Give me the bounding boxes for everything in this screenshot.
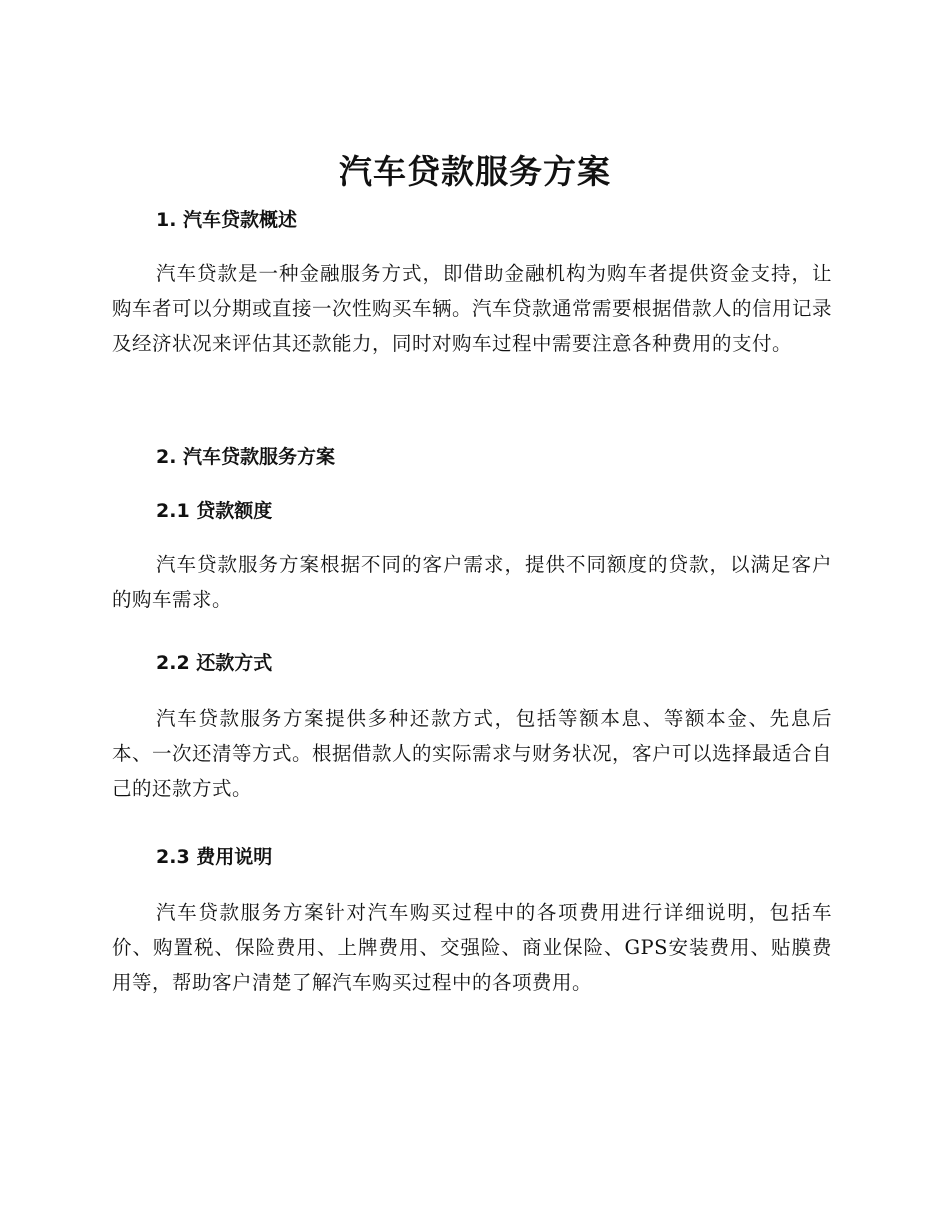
section-heading-loan-amount: 2.1 贷款额度 xyxy=(156,500,273,522)
section-heading-repayment: 2.2 还款方式 xyxy=(156,652,273,674)
section-paragraph-overview: 汽车贷款是一种金融服务方式，即借助金融机构为购车者提供资金支持，让购车者可以分期或直接一次性购买车辆。汽车贷款通常需要根据借款人的信用记录及经济状况来评估其还款能力，同时对购车过程中需要注意各种费用的支付。 xyxy=(112,262,833,355)
section-paragraph-repayment: 汽车贷款服务方案提供多种还款方式，包括等额本息、等额本金、先息后本、一次还清等方式。根据借款人的实际需求与财务状况，客户可以选择最适合自己的还款方式。 xyxy=(112,707,833,800)
document-title: 汽车贷款服务方案 xyxy=(339,152,611,191)
section-heading-fees: 2.3 费用说明 xyxy=(156,846,273,868)
section-heading-overview: 1. 汽车贷款概述 xyxy=(156,209,298,231)
section-paragraph-fees: 汽车贷款服务方案针对汽车购买过程中的各项费用进行详细说明，包括车价、购置税、保险费用、上牌费用、交强险、商业保险、GPS安装费用、贴膜费用等，帮助客户清楚了解汽车购买过程中的各项费用。 xyxy=(112,901,832,994)
section-heading-service-plan: 2. 汽车贷款服务方案 xyxy=(156,446,336,468)
section-paragraph-loan-amount: 汽车贷款服务方案根据不同的客户需求，提供不同额度的贷款，以满足客户的购车需求。 xyxy=(112,553,832,611)
